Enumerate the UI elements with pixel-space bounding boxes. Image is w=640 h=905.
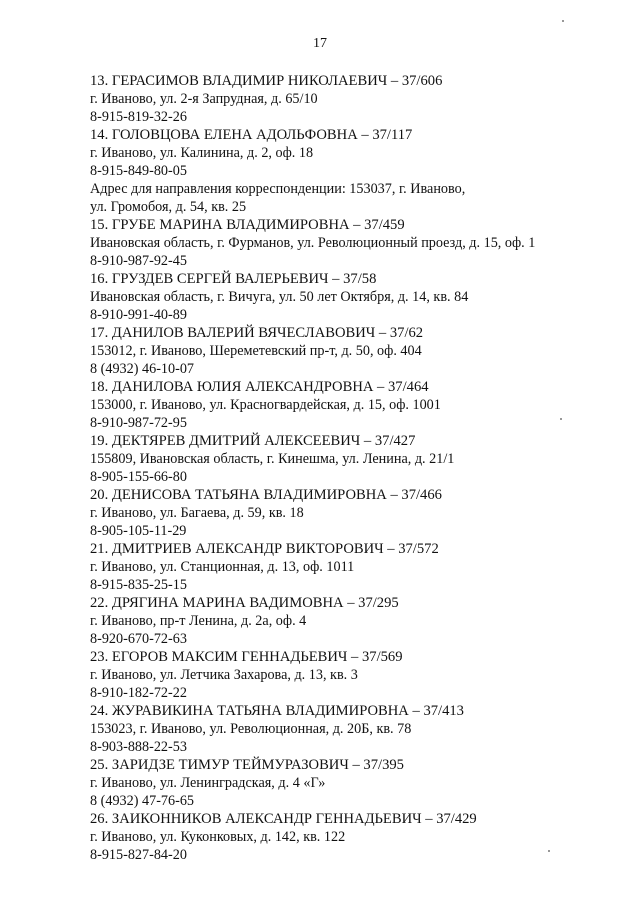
entry-detail: г. Иваново, ул. Багаева, д. 59, кв. 18: [90, 505, 304, 521]
entry-header: 15. ГРУБЕ МАРИНА ВЛАДИМИРОВНА – 37/459: [90, 217, 405, 233]
entry: [90, 72, 626, 126]
entry-detail: 153000, г. Иваново, ул. Красногвардейская, д. 15, оф. 1001: [90, 397, 441, 413]
entry-header: 17. ДАНИЛОВ ВАЛЕРИЙ ВЯЧЕСЛАВОВИЧ – 37/62: [90, 325, 424, 341]
entry-detail: 8-915-835-25-15: [90, 577, 187, 593]
entry-detail: г. Иваново, ул. 2-я Запрудная, д. 65/10: [90, 91, 318, 107]
entry-header: 14. ГОЛОВЦОВА ЕЛЕНА АДОЛЬФОВНА – 37/117: [90, 127, 413, 143]
entry-header: 20. ДЕНИСОВА ТАТЬЯНА ВЛАДИМИРОВНА – 37/466: [90, 487, 442, 503]
entry-detail: 8-920-670-72-63: [90, 631, 187, 647]
entry: [90, 594, 626, 648]
entry-detail: 153012, г. Иваново, Шереметевский пр-т, д. 50, оф. 404: [90, 343, 422, 359]
entry-list: [90, 72, 626, 864]
entry-header: 24. ЖУРАВИКИНА ТАТЬЯНА ВЛАДИМИРОВНА – 37/413: [90, 703, 464, 719]
entry-header: 25. ЗАРИДЗЕ ТИМУР ТЕЙМУРАЗОВИЧ – 37/395: [90, 757, 404, 773]
entry: [90, 648, 626, 702]
entry-detail: 8 (4932) 47-76-65: [90, 793, 195, 809]
entry: [90, 216, 626, 270]
entry: [90, 702, 626, 756]
entry-detail: г. Иваново, ул. Станционная, д. 13, оф. 1011: [90, 559, 355, 575]
entry-detail: 8-903-888-22-53: [90, 739, 187, 755]
entry-header: 22. ДРЯГИНА МАРИНА ВАДИМОВНА – 37/295: [90, 595, 399, 611]
entry-detail: 8-910-987-92-45: [90, 253, 187, 269]
entry-detail: 8-910-182-72-22: [90, 685, 187, 701]
entry: [90, 270, 626, 324]
entry-detail: г. Иваново, ул. Ленинградская, д. 4 «Г»: [90, 775, 326, 791]
entry: [90, 126, 626, 216]
entry-header: 16. ГРУЗДЕВ СЕРГЕЙ ВАЛЕРЬЕВИЧ – 37/58: [90, 271, 377, 287]
entry-header: 19. ДЕКТЯРЕВ ДМИТРИЙ АЛЕКСЕЕВИЧ – 37/427: [90, 433, 416, 449]
entry-header: 26. ЗАИКОННИКОВ АЛЕКСАНДР ГЕННАДЬЕВИЧ – 37/429: [90, 811, 477, 827]
entry: [90, 540, 626, 594]
entry: [90, 486, 626, 540]
scan-speck: [560, 418, 562, 420]
entry-header: 18. ДАНИЛОВА ЮЛИЯ АЛЕКСАНДРОВНА – 37/464: [90, 379, 429, 395]
entry-detail: 8-905-105-11-29: [90, 523, 187, 539]
entry-detail: Ивановская область, г. Вичуга, ул. 50 лет Октября, д. 14, кв. 84: [90, 289, 469, 305]
entry-detail: 8 (4932) 46-10-07: [90, 361, 195, 377]
entry-detail: г. Иваново, пр-т Ленина, д. 2а, оф. 4: [90, 613, 307, 629]
entry: [90, 378, 626, 432]
entry-detail: 8-915-819-32-26: [90, 109, 187, 125]
page-number: 17: [313, 36, 327, 51]
scan-speck: [548, 850, 550, 852]
entry: [90, 432, 626, 486]
entry: [90, 810, 626, 864]
entry-detail: г. Иваново, ул. Калинина, д. 2, оф. 18: [90, 145, 314, 161]
entry-detail: г. Иваново, ул. Летчика Захарова, д. 13, кв. 3: [90, 667, 358, 683]
entry-detail: Ивановская область, г. Фурманов, ул. Революционный проезд, д. 15, оф. 1: [90, 235, 536, 251]
entry-detail: 155809, Ивановская область, г. Кинешма, ул. Ленина, д. 21/1: [90, 451, 455, 467]
entry-header: 23. ЕГОРОВ МАКСИМ ГЕННАДЬЕВИЧ – 37/569: [90, 649, 403, 665]
entry-detail: ул. Громобоя, д. 54, кв. 25: [90, 199, 247, 215]
entry-detail: 8-910-991-40-89: [90, 307, 187, 323]
entry-detail: г. Иваново, ул. Куконковых, д. 142, кв. 122: [90, 829, 346, 845]
entry-detail: Адрес для направления корреспонденции: 153037, г. Иваново,: [90, 181, 466, 197]
entry-detail: 153023, г. Иваново, ул. Революционная, д. 20Б, кв. 78: [90, 721, 412, 737]
entry-header: 13. ГЕРАСИМОВ ВЛАДИМИР НИКОЛАЕВИЧ – 37/606: [90, 73, 443, 89]
entry: [90, 756, 626, 810]
scan-speck: [562, 20, 564, 22]
entry: [90, 324, 626, 378]
entry-detail: 8-910-987-72-95: [90, 415, 187, 431]
entry-header: 21. ДМИТРИЕВ АЛЕКСАНДР ВИКТОРОВИЧ – 37/572: [90, 541, 439, 557]
entry-detail: 8-915-849-80-05: [90, 163, 187, 179]
entry-detail: 8-915-827-84-20: [90, 847, 187, 863]
entry-detail: 8-905-155-66-80: [90, 469, 187, 485]
